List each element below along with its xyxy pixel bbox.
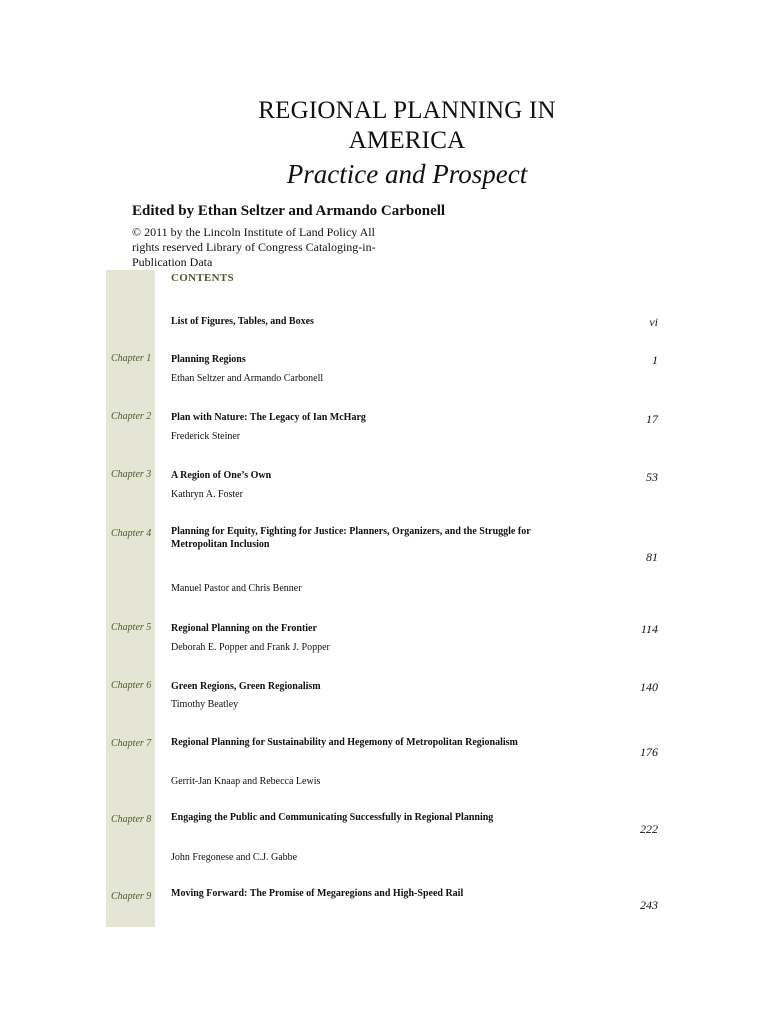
toc-entry-author: Timothy Beatley — [171, 699, 239, 710]
toc-entry-title: Planning for Equity, Fighting for Justice: Planners, Organizers, and the Struggle for Metropolitan Inclusion — [171, 526, 531, 550]
editors-line: Edited by Ethan Seltzer and Armando Carbonell — [132, 203, 446, 219]
toc-chapter-label: Chapter 1 — [111, 353, 152, 364]
book-title-block — [0, 96, 768, 191]
toc-entry-title: Plan with Nature: The Legacy of Ian McHarg — [171, 412, 366, 423]
toc-entry-page: 1 — [652, 353, 658, 367]
toc-entry-page: 140 — [640, 680, 658, 694]
toc-entry-title: Regional Planning on the Frontier — [171, 623, 317, 634]
toc-entry-author: John Fregonese and C.J. Gabbe — [171, 852, 298, 863]
toc-entry-title: Regional Planning for Sustainability and Hegemony of Metropolitan Regionalism — [171, 737, 518, 748]
toc-entry-author: Deborah E. Popper and Frank J. Popper — [171, 642, 330, 653]
copyright-notice: © 2011 by the Lincoln Institute of Land Policy All rights reserved Library of Congress Cataloging-in-Publication Data — [132, 225, 376, 269]
book-title-line-2: AMERICA — [348, 127, 466, 154]
toc-entry-page: 222 — [640, 822, 658, 836]
toc-entry-title: A Region of One’s Own — [171, 470, 272, 481]
toc-entry-page: 53 — [646, 470, 658, 484]
toc-entry-page: 114 — [640, 622, 658, 636]
book-title-line-1: REGIONAL PLANNING IN — [258, 97, 556, 124]
toc-entry-page: 176 — [640, 745, 658, 759]
toc-entry-page: 17 — [646, 412, 658, 426]
toc-entry-title: List of Figures, Tables, and Boxes — [171, 316, 314, 327]
book-subtitle: Practice and Prospect — [286, 159, 528, 189]
toc-entry-author: Ethan Seltzer and Armando Carbonell — [171, 373, 324, 384]
toc-entry-author: Kathryn A. Foster — [171, 489, 243, 500]
toc-chapter-label: Chapter 5 — [111, 622, 152, 633]
toc-chapter-label: Chapter 8 — [111, 814, 152, 825]
toc-entry-title: Green Regions, Green Regionalism — [171, 681, 321, 692]
toc-chapter-label: Chapter 9 — [111, 891, 152, 902]
contents-heading: CONTENTS — [171, 272, 234, 284]
toc-entry-author: Frederick Steiner — [171, 431, 241, 442]
toc-entry-page: 81 — [646, 550, 658, 564]
toc-entry-title: Planning Regions — [171, 354, 246, 365]
chapter-sidebar-band — [106, 270, 155, 927]
toc-chapter-label: Chapter 6 — [111, 680, 152, 691]
toc-entry-page: vi — [649, 315, 658, 329]
toc-entry-title: Moving Forward: The Promise of Megaregions and High-Speed Rail — [171, 888, 464, 899]
toc-chapter-label: Chapter 7 — [111, 738, 152, 749]
toc-entry-title: Engaging the Public and Communicating Successfully in Regional Planning — [171, 812, 494, 823]
toc-chapter-label: Chapter 2 — [111, 411, 152, 422]
toc-entry-author: Gerrit-Jan Knaap and Rebecca Lewis — [171, 776, 321, 787]
toc-entry-author: Manuel Pastor and Chris Benner — [171, 583, 302, 594]
toc-entry-page: 243 — [640, 898, 658, 912]
toc-chapter-label: Chapter 4 — [111, 528, 152, 539]
toc-chapter-label: Chapter 3 — [111, 469, 152, 480]
